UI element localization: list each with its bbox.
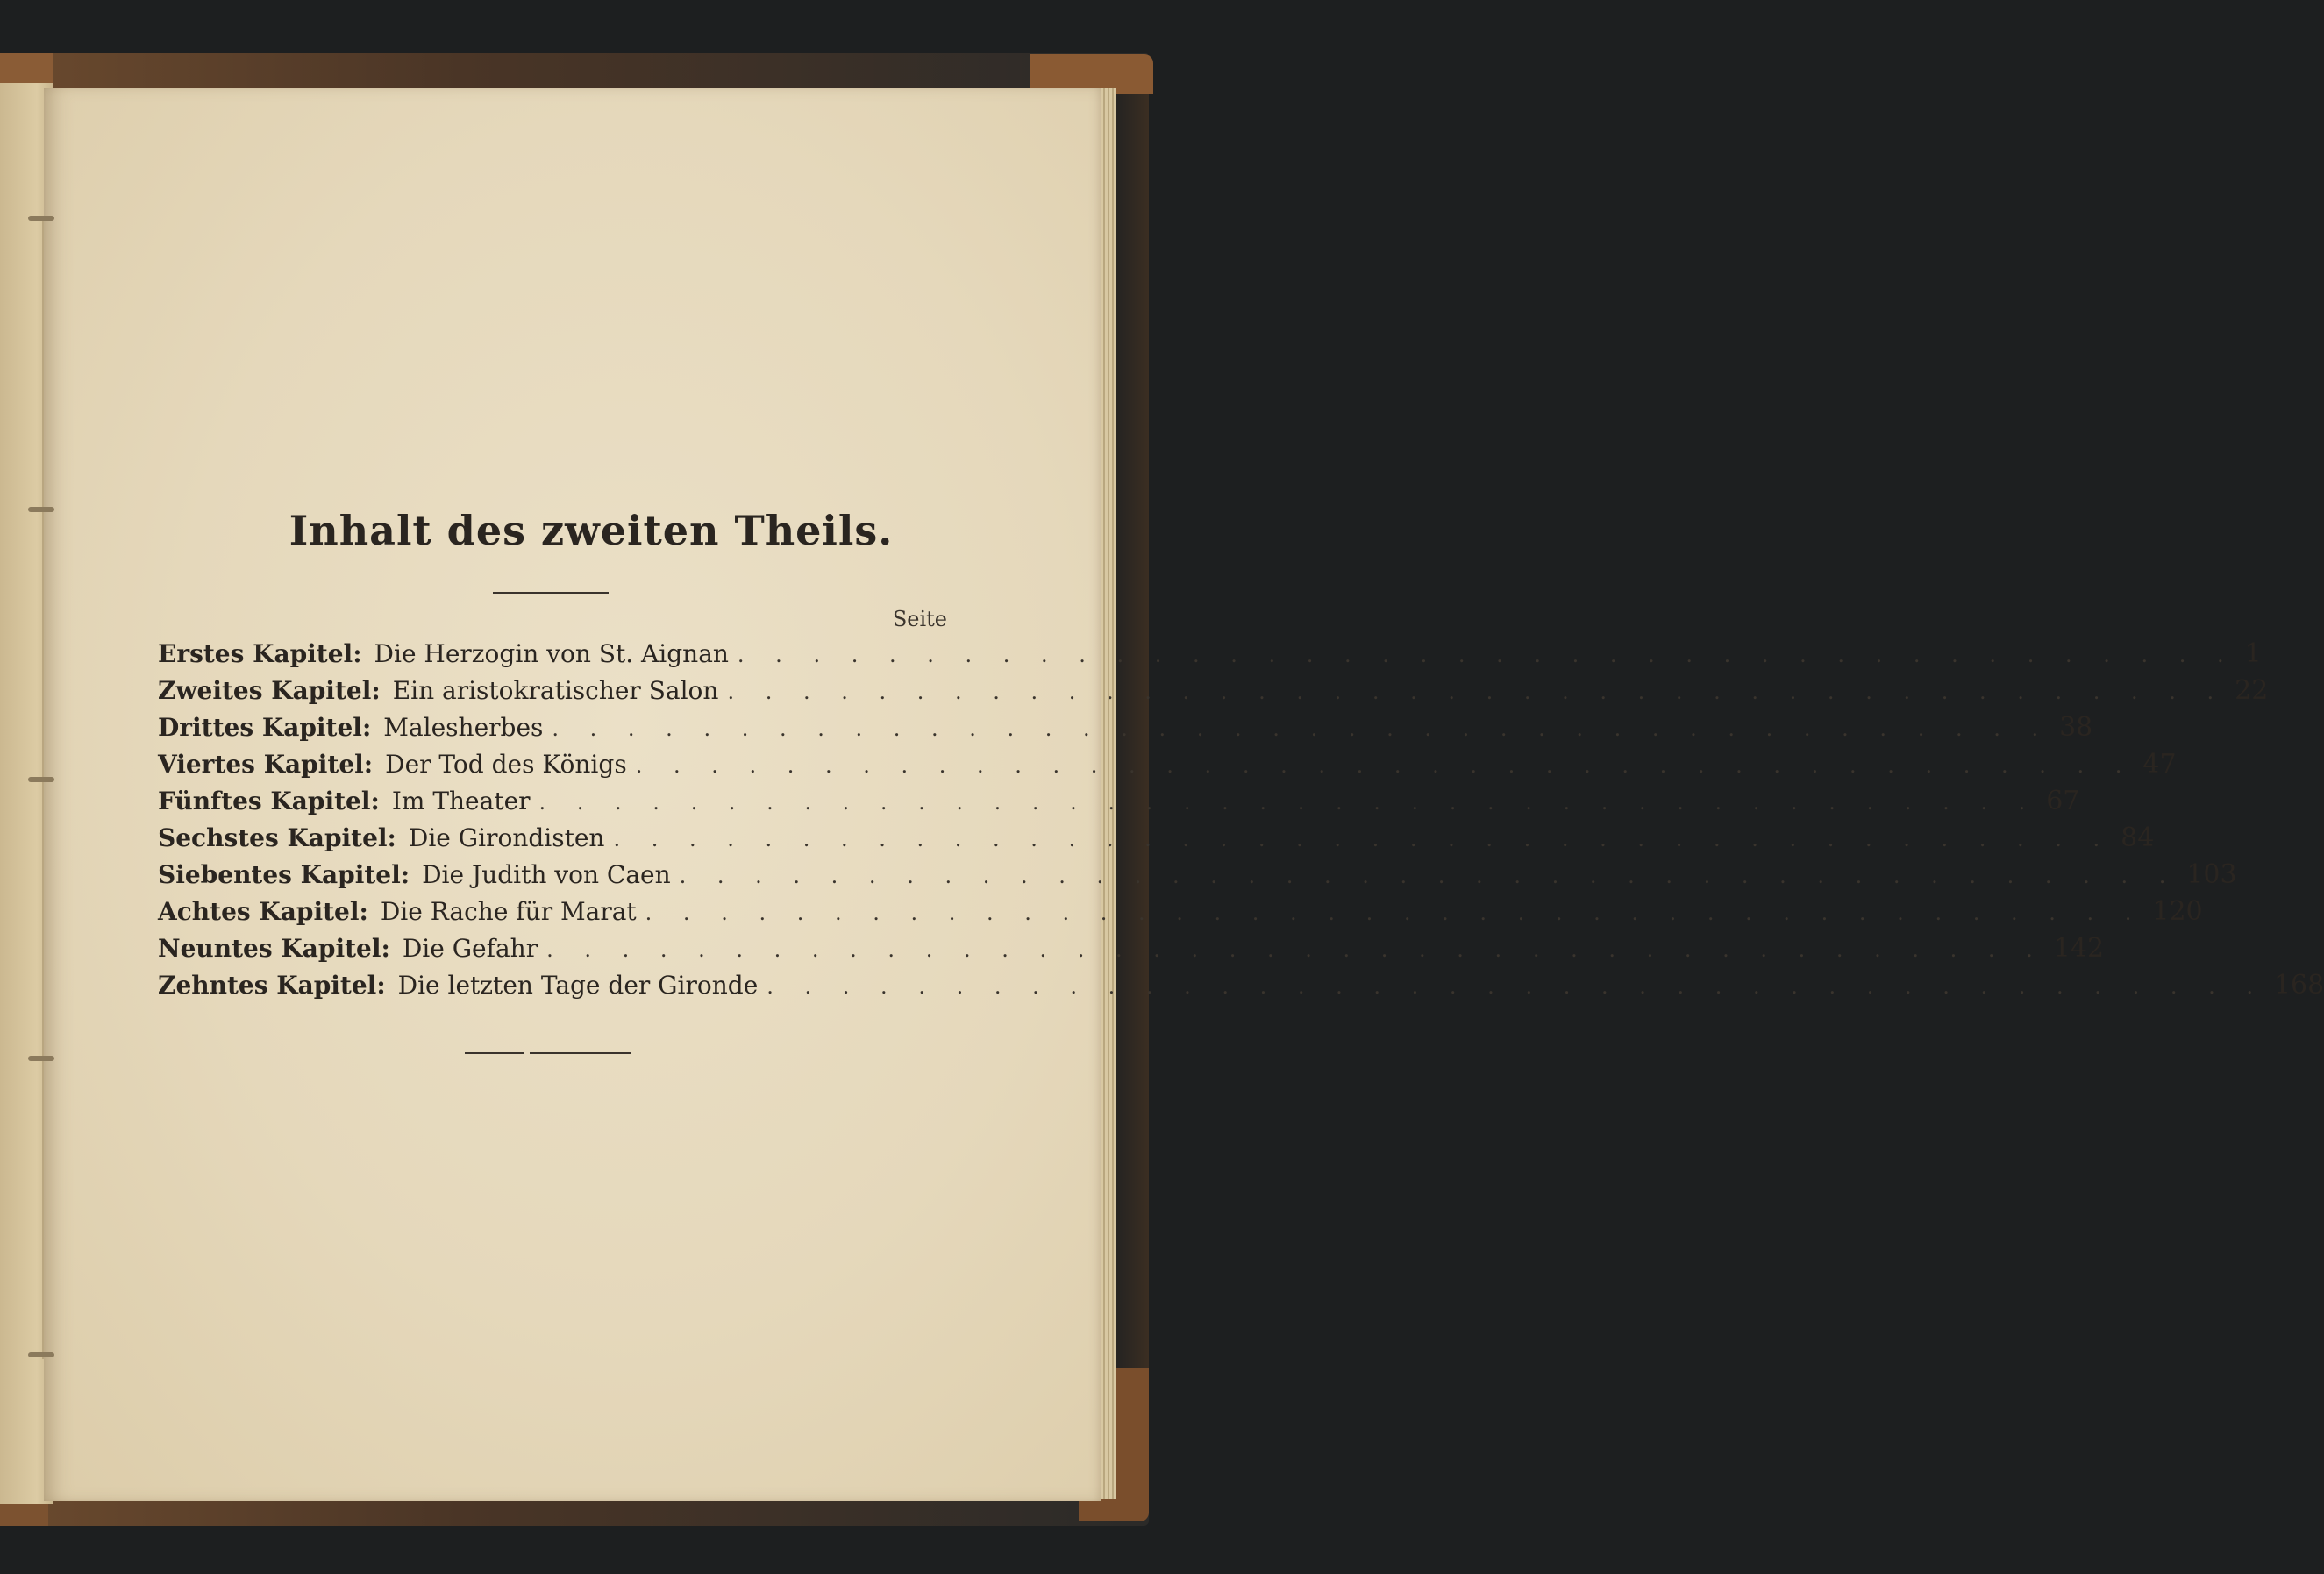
chapter-title: Die Herzogin von St. Aignan [374, 639, 729, 668]
chapter-separator: : [376, 971, 386, 1000]
chapter-separator: : [361, 713, 372, 742]
page-number: 120 [2152, 896, 2203, 927]
chapter-separator: : [381, 934, 390, 963]
page-number: 103 [2186, 859, 2237, 890]
toc-entry [158, 638, 2262, 675]
dot-leader: . . . . . . . . . . . . . . . . . . . . . . . . . . . . . . . . . . . . . . . . [727, 680, 2227, 704]
chapter-title: Die Girondisten [408, 823, 605, 852]
table-of-contents [158, 638, 2324, 1007]
dot-leader: . . . . . . . . . . . . . . . . . . . . . . . . . . . . . . . . . . . . . . . . [538, 790, 2038, 815]
end-divider-left [465, 1052, 524, 1054]
binding-stitch [28, 216, 54, 221]
chapter-label: Zehntes Kapitel [158, 971, 377, 1000]
chapter-label: Erstes Kapitel [158, 639, 353, 668]
page-title: Inhalt des zweiten Theils. [289, 507, 894, 554]
page-number: 22 [2235, 675, 2269, 706]
dot-leader: . . . . . . . . . . . . . . . . . . . . . . . . . . . . . . . . . . . . . . . . [552, 716, 2051, 741]
chapter-label: Zweites Kapitel [158, 676, 372, 705]
toc-entry [158, 749, 2177, 786]
chapter-title: Die Judith von Caen [422, 860, 671, 889]
chapter-title: Die Gefahr [402, 934, 538, 963]
dot-leader: . . . . . . . . . . . . . . . . . . . . . . . . . . . . . . . . . . . . . . . . [635, 753, 2135, 778]
chapter-separator: : [363, 750, 374, 779]
dot-leader: . . . . . . . . . . . . . . . . . . . . . . . . . . . . . . . . . . . . . . . . [613, 827, 2113, 851]
chapter-title: Der Tod des Königs [385, 750, 627, 779]
page-number: 47 [2142, 749, 2177, 780]
toc-entry [158, 933, 2105, 970]
dot-leader: . . . . . . . . . . . . . . . . . . . . . . . . . . . . . . . . . . . . . . . . [766, 974, 2265, 999]
chapter-separator: : [359, 897, 368, 926]
page-number: 38 [2059, 712, 2093, 743]
binding-stitch [28, 1056, 54, 1061]
binding-stitch [28, 1352, 54, 1357]
toc-entry [158, 823, 2155, 859]
binding-stitch [28, 777, 54, 782]
chapter-separator: : [387, 823, 396, 852]
chapter-label: Siebentes Kapitel [158, 860, 401, 889]
chapter-separator: : [400, 860, 410, 889]
dot-leader: . . . . . . . . . . . . . . . . . . . . . . . . . . . . . . . . . . . . . . . . [546, 937, 2045, 962]
toc-entry [158, 859, 2237, 896]
title-divider [493, 592, 609, 594]
chapter-label: Achtes Kapitel [158, 897, 360, 926]
chapter-title: Malesherbes [383, 713, 544, 742]
left-leather-top [0, 53, 53, 88]
page-number: 1 [2244, 638, 2262, 669]
chapter-label: Sechstes Kapitel [158, 823, 388, 852]
dot-leader: . . . . . . . . . . . . . . . . . . . . . . . . . . . . . . . . . . . . . . . . [679, 864, 2178, 888]
binding-thread [42, 219, 44, 1359]
chapter-title: Ein aristokratischer Salon [392, 676, 719, 705]
page-number: 168 [2273, 970, 2324, 1001]
chapter-separator: : [353, 639, 362, 668]
end-divider-right [530, 1052, 631, 1054]
dot-leader: . . . . . . . . . . . . . . . . . . . . . . . . . . . . . . . . . . . . . . . . [737, 643, 2236, 667]
page-number: 67 [2046, 786, 2080, 816]
chapter-separator: : [371, 676, 381, 705]
chapter-title: Im Theater [391, 787, 531, 815]
chapter-label: Neuntes Kapitel [158, 934, 381, 963]
toc-entry [158, 675, 2269, 712]
page-column-header: Seite [892, 607, 947, 631]
chapter-separator: : [370, 787, 380, 815]
toc-entry [158, 970, 2324, 1007]
chapter-label: Drittes Kapitel [158, 713, 362, 742]
page-number: 142 [2053, 933, 2105, 964]
toc-entry [158, 712, 2093, 749]
chapter-label: Fünftes Kapitel [158, 787, 371, 815]
chapter-title: Die letzten Tage der Gironde [397, 971, 759, 1000]
toc-entry [158, 896, 2203, 933]
toc-entry [158, 786, 2080, 823]
chapter-label: Viertes Kapitel [158, 750, 364, 779]
dot-leader: . . . . . . . . . . . . . . . . . . . . . . . . . . . . . . . . . . . . . . . . [645, 901, 2144, 925]
page-number: 84 [2121, 823, 2155, 853]
chapter-title: Die Rache für Marat [380, 897, 637, 926]
